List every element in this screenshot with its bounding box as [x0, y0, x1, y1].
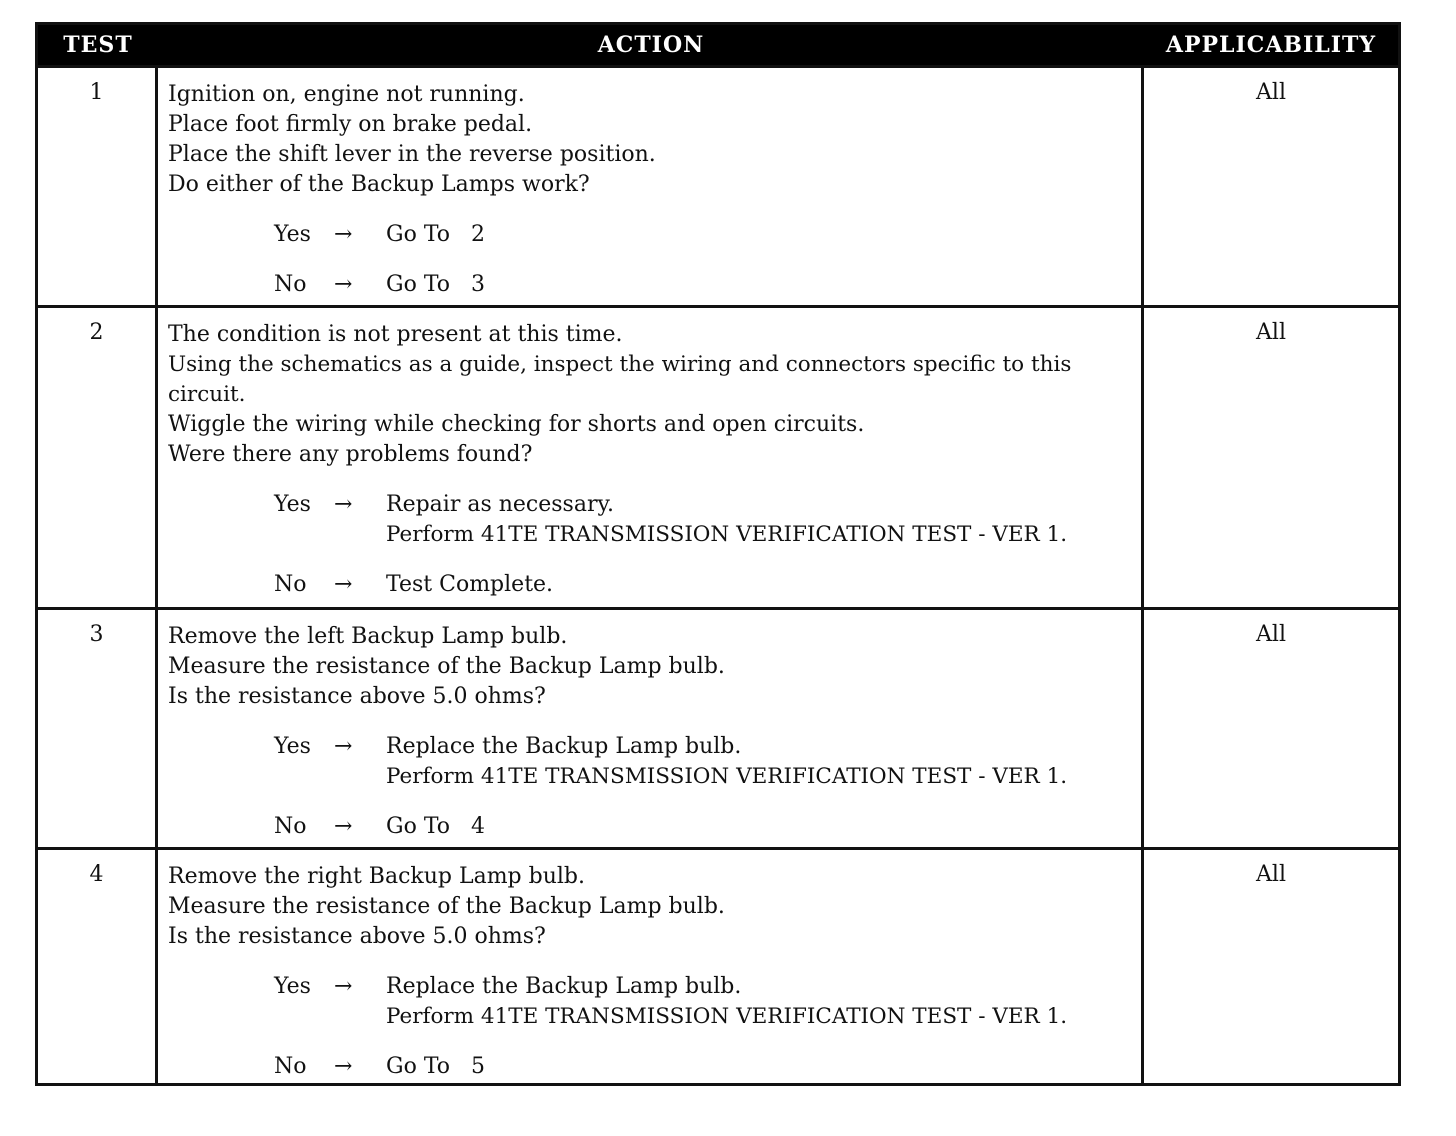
action-line: Were there any problems found?	[168, 442, 533, 467]
answer-no: No	[274, 1054, 307, 1079]
arrow-icon: →	[334, 974, 353, 999]
test-number: 3	[38, 610, 158, 847]
action-cell	[158, 308, 1144, 607]
action-line: Do either of the Backup Lamps work?	[168, 172, 590, 197]
no-response	[274, 812, 1141, 842]
table-row	[38, 607, 1398, 847]
no-response	[274, 1052, 1141, 1082]
result-text: Go To 3	[386, 272, 485, 297]
action-line: Place foot firmly on brake pedal.	[168, 112, 533, 137]
applicability-value: All	[1256, 622, 1286, 647]
action-line: Ignition on, engine not running.	[168, 82, 525, 107]
result-text: Repair as necessary.	[386, 492, 614, 517]
result-text: Go To 4	[386, 814, 485, 839]
arrow-icon: →	[334, 222, 353, 247]
arrow-icon: →	[334, 734, 353, 759]
action-line: The condition is not present at this time.	[168, 322, 623, 347]
action-line: Wiggle the wiring while checking for shorts and open circuits.	[168, 412, 865, 437]
answer-yes: Yes	[274, 974, 311, 999]
action-cell	[158, 850, 1144, 1083]
table-header	[38, 25, 1398, 65]
result-text: Test Complete.	[386, 572, 554, 597]
answer-yes: Yes	[274, 734, 311, 759]
diagnostic-table	[35, 22, 1401, 1086]
result-text: Perform 41TE TRANSMISSION VERIFICATION TEST - VER 1.	[386, 522, 1068, 547]
result-text: Replace the Backup Lamp bulb.	[386, 734, 742, 759]
arrow-icon: →	[334, 272, 353, 297]
arrow-icon: →	[334, 492, 353, 517]
action-cell	[158, 68, 1144, 305]
header-test: TEST	[63, 32, 133, 58]
table-row	[38, 847, 1398, 1083]
table-row	[38, 305, 1398, 607]
action-line: Is the resistance above 5.0 ohms?	[168, 684, 546, 709]
test-number: 1	[38, 68, 158, 305]
answer-no: No	[274, 572, 307, 597]
action-line: Remove the right Backup Lamp bulb.	[168, 864, 586, 889]
action-cell	[158, 610, 1144, 847]
action-line: Measure the resistance of the Backup Lamp bulb.	[168, 894, 725, 919]
arrow-icon: →	[334, 1054, 353, 1079]
result-text: Go To 2	[386, 222, 485, 247]
action-line: Measure the resistance of the Backup Lamp bulb.	[168, 654, 725, 679]
answer-no: No	[274, 272, 307, 297]
test-number: 4	[38, 850, 158, 1083]
yes-response	[274, 220, 1141, 250]
action-line: Is the resistance above 5.0 ohms?	[168, 924, 546, 949]
applicability-value: All	[1256, 320, 1286, 345]
yes-response	[274, 972, 1141, 1032]
header-applicability: APPLICABILITY	[1165, 32, 1377, 58]
answer-yes: Yes	[274, 492, 311, 517]
action-line: Place the shift lever in the reverse position.	[168, 142, 656, 167]
answer-yes: Yes	[274, 222, 311, 247]
test-number: 2	[38, 308, 158, 607]
yes-response	[274, 732, 1141, 792]
arrow-icon: →	[334, 572, 353, 597]
applicability-value: All	[1256, 862, 1286, 887]
result-text: Replace the Backup Lamp bulb.	[386, 974, 742, 999]
result-text: Perform 41TE TRANSMISSION VERIFICATION TEST - VER 1.	[386, 1004, 1068, 1029]
no-response	[274, 570, 1135, 600]
action-line: Using the schematics as a guide, inspect the wiring and connectors specific to this circuit.	[168, 352, 1072, 407]
result-text: Perform 41TE TRANSMISSION VERIFICATION TEST - VER 1.	[386, 764, 1068, 789]
result-text: Go To 5	[386, 1054, 485, 1079]
yes-response	[274, 490, 1135, 550]
arrow-icon: →	[334, 814, 353, 839]
answer-no: No	[274, 814, 307, 839]
table-row	[38, 65, 1398, 305]
action-line: Remove the left Backup Lamp bulb.	[168, 624, 568, 649]
no-response	[274, 270, 1141, 300]
header-action: ACTION	[597, 32, 705, 58]
applicability-value: All	[1256, 80, 1286, 105]
